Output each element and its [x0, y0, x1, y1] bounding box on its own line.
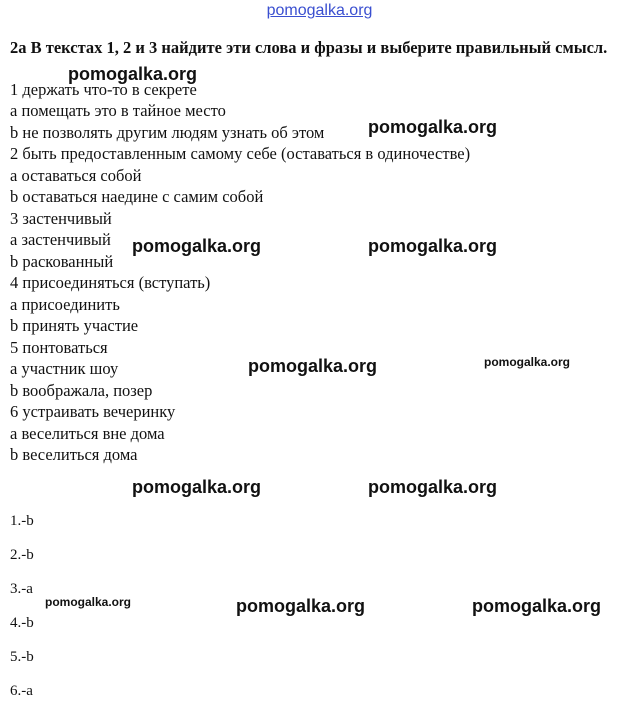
item-2-option-b: b оставаться наедине с самим собой — [10, 187, 264, 206]
answer-3: 3.-a — [10, 581, 33, 597]
site-header-link[interactable]: pomogalka.org — [266, 2, 373, 19]
item-2-question: 2 быть предоставленным самому себе (оставаться в одиночестве) — [10, 144, 471, 163]
watermark: pomogalka.org — [248, 356, 378, 376]
watermark: pomogalka.org — [368, 236, 498, 256]
answer-4: 4.-b — [10, 615, 34, 631]
watermark: pomogalka.org — [472, 596, 602, 616]
watermark: pomogalka.org — [132, 236, 262, 256]
watermark: pomogalka.org — [368, 117, 498, 137]
item-4-option-b: b принять участие — [10, 316, 139, 335]
item-1-question: 1 держать что-то в секрете — [10, 80, 197, 99]
item-6-question: 6 устраивать вечеринку — [10, 402, 176, 421]
item-1-option-b: b не позволять другим людям узнать об этом — [10, 123, 325, 142]
item-4-question: 4 присоединяться (вступать) — [10, 273, 211, 292]
item-3-option-a: a застенчивый — [10, 230, 111, 249]
answer-1: 1.-b — [10, 513, 34, 529]
item-1-option-a: a помещать это в тайное место — [10, 101, 226, 120]
item-2-option-a: a оставаться собой — [10, 166, 142, 185]
watermark: pomogalka.org — [236, 596, 366, 616]
answer-5: 5.-b — [10, 649, 34, 665]
item-6-option-a: a веселиться вне дома — [10, 424, 165, 443]
watermark: pomogalka.org — [484, 355, 571, 369]
task-title: 2a В текстах 1, 2 и 3 найдите эти слова и фразы и выберите правильный смысл. — [10, 38, 608, 57]
item-5-option-b: b воображала, позер — [10, 381, 153, 400]
watermark: pomogalka.org — [368, 477, 498, 497]
answer-2: 2.-b — [10, 547, 34, 563]
item-3-option-b: b раскованный — [10, 252, 114, 271]
answer-6: 6.-a — [10, 683, 33, 699]
item-3-question: 3 застенчивый — [10, 209, 112, 228]
watermark: pomogalka.org — [132, 477, 262, 497]
item-5-option-a: a участник шоу — [10, 359, 119, 378]
item-4-option-a: a присоединить — [10, 295, 120, 314]
watermark: pomogalka.org — [68, 64, 198, 84]
watermark: pomogalka.org — [45, 595, 132, 609]
item-5-question: 5 понтоваться — [10, 338, 108, 357]
item-6-option-b: b веселиться дома — [10, 445, 138, 464]
